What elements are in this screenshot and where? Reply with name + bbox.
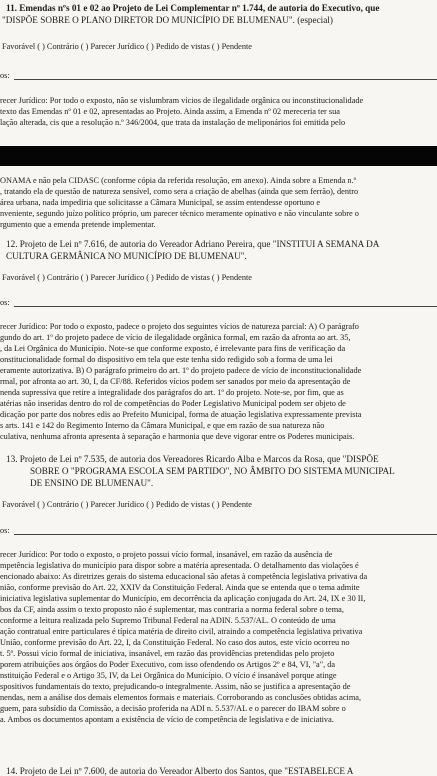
redaction-bar [0,146,437,166]
item-11-opinion-line: rgumento que a emenda pretende implementar. [0,220,156,229]
item-12-opinion-line: gundo do art. 1º do projeto padece de vício de ilegalidade orgânica formal, em razão da afronta ao art. 35, [0,333,351,342]
item-12-opinion-line: eramente autorizativa. B) O parágrafo primeiro do art. 1º do projeto padece de vício de inconstitucionalidade [0,366,362,375]
item-13-opinion-line: União, conforme previsão do Art. 22, I, da Constituição Federal. No caso dos autos, este vício ocorreu no [0,638,350,647]
item-12-opinion-line: s arts. 141 e 142 do Regimento Interno da Câmara Municipal, e que em razão de sua natureza não [0,421,325,430]
item-14-heading-line-1: 14. Projeto de Lei nº 7.600, de autoria do Vereador Alberto dos Santos, que "ESTABELECE A [6,766,354,776]
item-11-opinion-line: nveniente, segundo juízo político próprio, um parecer técnico meramente opinativo e não vinculante sobre o [0,209,359,218]
item-12-opinion-line: , da Lei Orgânica do Município. Note-se que conforme exposto, é irrelevante para fins de verificação da [0,344,346,353]
item-13-opinion-line: spositivos fundamentais do texto, prejudicando-o integralmente. Assim, não se justifica a apresentação de [0,682,351,691]
item-13-observations-label: os: [0,526,10,535]
item-13-vote-options[interactable]: Favorável ( ) Contrário ( ) Parecer Jurídico ( ) Pedido de vistas ( ) Pendente [2,500,252,509]
item-13-opinion-line: encionado abaixo: As diretrizes gerais do sistema educacional são afetas à competência legislativa privativa da [0,572,368,581]
item-11-opinion-line: lação alterada, cis que a resolução n.º 346/2004, que trata da instalação de meliponários foi emitida pelo [0,118,346,127]
item-13-opinion-line: porem atribuições aos órgãos do Poder Executivo, com isso ofendendo os Artigos 2º e 84, VI, "a", da [0,660,336,669]
item-13-opinion-line: bos da CF, ainda assim o texto proposto não é suplementar, mas contraria a norma federal sobre o tema, [0,605,344,614]
item-11-observations-label: os: [0,71,10,80]
item-13-opinion-line: a. Ambos os documentos apontam a existência de vício de competência de legislativa e de iniciativa. [0,715,334,724]
item-13-opinion-line: nião, conforme previsão do Art. 22, XXIV da Constituição Federal. Ainda que se entenda que o tema admite [0,583,360,592]
item-11-opinion-line: , tratando ela de questão de natureza sensível, como sera a criação de abelhas (ainda que sem ferrão), dentro [0,187,359,196]
item-11-heading-line-1: 11. Emendas nºs 01 e 02 ao Projeto de Lei Complementar nº 1.744, de autoria do Executivo, que [6,3,380,13]
item-12-opinion-line: atérias não inseridas dentro do rol de competências do Poder Legislativo Municipal podem ser objeto de [0,399,346,408]
item-12-observations-field[interactable] [14,306,437,307]
item-12-vote-options[interactable]: Favorável ( ) Contrário ( ) Parecer Jurídico ( ) Pedido de vistas ( ) Pendente [2,273,252,282]
item-12-observations-label: os: [0,298,10,307]
item-13-opinion-line: guem, para subsídio da Comissão, a decisão proferida na ADI n. 5.537/AL e o parecer do IBAM sobre o [0,704,346,713]
item-12-heading-line-1: 12. Projeto de Lei nº 7.616, de autoria do Vereador Adriano Pereira, que "INSTITUI A SEMANA DA [6,239,380,249]
item-12-opinion-line: recer Jurídico: Por todo o exposto, padece o projeto dos seguintes vícios de natureza parcial: A) O parágrafo [0,322,359,331]
item-13-opinion-line: nstituição Federal e o Artigo 35, IV, da Lei Orgânica do Município. O vício é insanável porque atinge [0,671,337,680]
item-13-opinion-line: iniciativa legislativa suplementar do Município, em decorrência da aplicação conjugada do Art. 24, IX e 30 II, [0,594,366,603]
item-11-heading-line-2: "DISPÕE SOBRE O PLANO DIRETOR DO MUNICÍPIO DE BLUMENAU". (especial) [2,15,333,25]
item-11-opinion-line: ONAMA e não pela CIDASC (conforme cópia da referida resolução, em anexo). Ainda sobre a Emenda n.º [0,176,357,185]
item-13-opinion-line: conforme a leitura realizada pelo Supremo Tribunal Federal na ADIN. 5.537/AL. O conteúdo de uma [0,616,336,625]
item-11-opinion-line: área urbana, nada impediria que solicitasse a Câmara Municipal, se assim entendesse oportuno e [0,198,321,207]
item-12-opinion-line: dicação por parte dos nobres edis ao Prefeito Municipal, forma de atuação legislativa expressamente prevista [0,410,362,419]
item-13-opinion-line: ação contratual entre particulares é típica matéria de direito civil, atraindo a competência legislativa privativa [0,627,363,636]
item-13-opinion-line: nendas, nem a análise dos demais elementos formais e materiais. Corroborando as conclusões obtidas acima, [0,693,362,702]
item-13-heading-line-2: SOBRE O "PROGRAMA ESCOLA SEM PARTIDO", NO ÂMBITO DO SISTEMA MUNICIPAL [30,466,395,476]
item-12-opinion-line: onstitucionalidade formal do dispositivo em tela que este tenha sido redigido sob a forma de uma lei [0,355,333,364]
item-12-opinion-line: rmal, por afronta ao art. 30, I, da CF/88. Referidos vícios podem ser sanados por meio da apresentação de [0,377,351,386]
item-13-heading-line-1: 13. Projeto de Lei nº 7.535, de autoria dos Vereadores Ricardo Alba e Marcos da Rosa, que "DISPÕE [6,454,379,464]
item-13-opinion-line: recer Jurídico: Por todo o exposto, o projeto possui vício formal, insanável, em razão da ausência de [0,550,333,559]
item-12-opinion-line: culativa, nenhuma afronta apresenta à separação e harmonia que deve vigorar entre os Poderes municipais. [0,432,355,441]
item-12-heading-line-2: CULTURA GERMÂNICA NO MUNICÍPIO DE BLUMENAU". [6,251,247,261]
item-11-opinion-line: recer Jurídico: Por todo o exposto, não se vislumbram vícios de ilegalidade orgânica ou inconstitucionalidade [0,96,364,105]
item-12-opinion-line: nenda supressiva que retire a integralidade dos parágrafos do art. 1º do projeto. Note-se, por fim, que as [0,388,344,397]
item-11-opinion-line: texto das Emendas nº 01 e 02, apresentadas ao Projeto. Ainda assim, a Emenda nº 02 mereceria ter sua [0,107,340,116]
item-13-opinion-line: mpetência legislativa do município para dispor sobre a matéria apresentada. O detalhamento das violações é [0,561,359,570]
item-11-observations-field[interactable] [14,79,437,80]
item-13-observations-field[interactable] [14,534,437,535]
item-11-vote-options[interactable]: Favorável ( ) Contrário ( ) Parecer Jurídico ( ) Pedido de vistas ( ) Pendente [2,42,252,51]
item-13-heading-line-3: DE ENSINO DE BLUMENAU". [30,478,154,488]
item-13-opinion-line: t. 5º. Possui vício formal de iniciativa, insanável, em razão das providências pretendidas pelo projeto [0,649,335,658]
